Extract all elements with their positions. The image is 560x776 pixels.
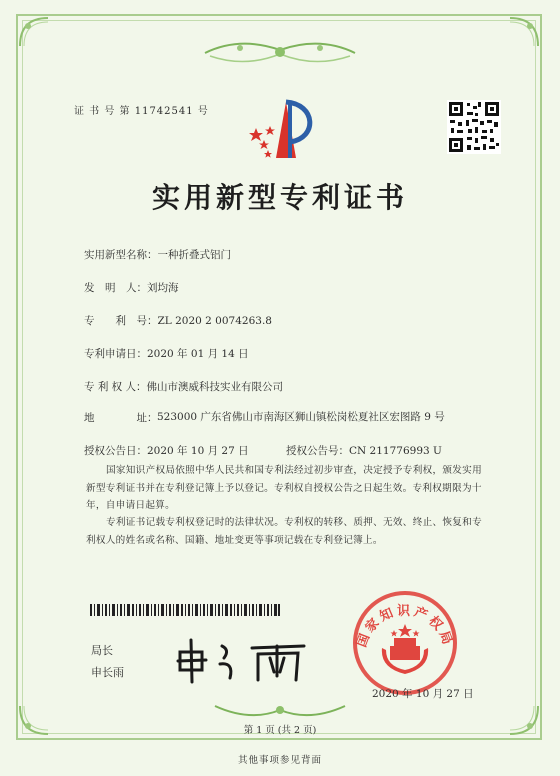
qr-code-icon — [447, 100, 501, 154]
field-patent-number — [84, 313, 272, 328]
field-grant-number — [286, 443, 442, 458]
field-label: 实用新型名称： — [84, 249, 158, 261]
statement-paragraph: 国家知识产权局依照中华人民共和国专利法经过初步审查，决定授予专利权，颁发实用新型专利证书并在专利登记簿上予以登记。专利权自授权公告之日起生效。专利权期限为十年，自申请日起算。 — [86, 465, 482, 511]
field-label: 地 址： — [84, 412, 158, 424]
seal-text: 国家知识产权局 — [354, 603, 456, 650]
corner-ornament-icon — [18, 16, 52, 50]
field-grant-date — [84, 443, 249, 458]
field-patentee — [84, 379, 283, 394]
director-name: 申长雨 — [91, 666, 124, 679]
barcode-icon — [90, 601, 280, 613]
field-label: 发 明 人： — [84, 282, 147, 294]
director-signature-icon — [172, 636, 322, 684]
field-value: 2020 年 01 月 14 日 — [147, 348, 249, 360]
corner-ornament-icon — [506, 16, 540, 50]
field-label: 专 利 权 人： — [84, 381, 147, 393]
director-title: 局长 — [91, 644, 113, 657]
page-number: 第 1 页 (共 2 页) — [243, 725, 317, 736]
field-label: 授权公告日： — [84, 445, 147, 457]
bottom-garland-icon — [210, 698, 350, 724]
field-label: 专利申请日： — [84, 348, 147, 360]
field-address-value: 523000 广东省佛山市南海区狮山镇松岗松夏社区宏图路 9 号 — [157, 411, 445, 423]
field-value: 佛山市澳威科技实业有限公司 — [146, 381, 284, 393]
certificate-number: 证 书 号 第 11742541 号 — [74, 106, 209, 117]
field-value: ZL 2020 2 0074263.8 — [157, 315, 272, 327]
statement-paragraph: 专利证书记载专利权登记时的法律状况。专利权的转移、质押、无效、终止、恢复和专利权人的姓名或名称、国籍、地址变更等事项记载在专利登记簿上。 — [86, 517, 482, 546]
field-label: 授权公告号： — [286, 445, 349, 457]
field-value: CN 211776993 U — [349, 445, 442, 457]
field-application-date — [84, 346, 249, 361]
seal-date: 2020 年 10 月 27 日 — [372, 688, 474, 700]
patent-office-logo-icon — [246, 98, 320, 164]
back-note: 其他事项参见背面 — [237, 755, 322, 766]
field-value: 2020 年 10 月 27 日 — [147, 445, 249, 457]
field-value: 一种折叠式铝门 — [157, 249, 231, 261]
top-garland-icon — [200, 38, 360, 68]
field-utility-model-name — [84, 247, 231, 262]
field-inventor — [84, 280, 179, 295]
official-seal-icon — [350, 588, 460, 698]
field-address — [84, 410, 158, 425]
field-value: 刘均海 — [147, 282, 179, 294]
certificate-title: 实用新型专利证书 — [151, 181, 408, 214]
field-label: 专 利 号： — [84, 315, 158, 327]
